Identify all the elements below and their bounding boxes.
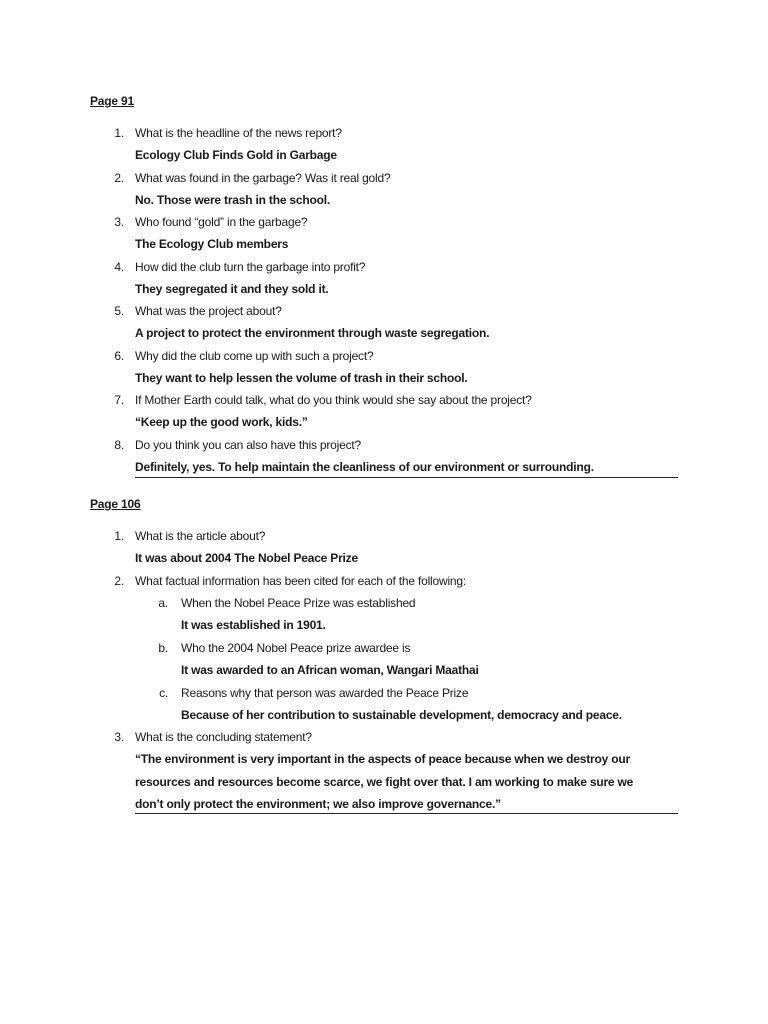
item-number: 2.	[114, 574, 124, 588]
item-number: 3.	[114, 215, 124, 229]
item-number: 4.	[114, 260, 124, 274]
item-number: 7.	[114, 393, 124, 407]
sub-item-letter: a.	[158, 596, 168, 610]
sub-item-letter: c.	[159, 686, 168, 700]
section-heading-page-106: Page 106	[90, 497, 141, 511]
answer-text: Ecology Club Finds Gold in Garbage	[135, 148, 337, 162]
item-number: 8.	[114, 438, 124, 452]
section-divider	[135, 477, 678, 478]
answer-text: It was awarded to an African woman, Wangari Maathai	[181, 663, 479, 677]
question-text: If Mother Earth could talk, what do you think would she say about the project?	[135, 393, 532, 407]
answer-text: They segregated it and they sold it.	[135, 282, 329, 296]
sub-question-text: Who the 2004 Nobel Peace prize awardee is	[181, 641, 411, 655]
question-text: What is the headline of the news report?	[135, 126, 342, 140]
sub-item-letter: b.	[158, 641, 168, 655]
answer-text: No. Those were trash in the school.	[135, 193, 331, 207]
section-heading-page-91: Page 91	[90, 94, 134, 108]
sub-question-text: Reasons why that person was awarded the Peace Prize	[181, 686, 469, 700]
item-number: 1.	[114, 126, 124, 140]
answer-text: It was established in 1901.	[181, 618, 326, 632]
answer-text: Because of her contribution to sustainable development, democracy and peace.	[181, 708, 622, 722]
section-divider	[135, 813, 678, 814]
answer-line: don’t only protect the environment; we also improve governance.”	[135, 797, 501, 811]
question-text: What was the project about?	[135, 304, 282, 318]
question-text: Who found “gold” in the garbage?	[135, 215, 308, 229]
item-number: 3.	[114, 730, 124, 744]
answer-text: They want to help lessen the volume of trash in their school.	[135, 371, 468, 385]
question-text: What was found in the garbage? Was it real gold?	[135, 171, 391, 185]
item-number: 5.	[114, 304, 124, 318]
item-number: 1.	[114, 529, 124, 543]
question-text: Do you think you can also have this project?	[135, 438, 362, 452]
question-text: How did the club turn the garbage into profit?	[135, 260, 366, 274]
answer-text: A project to protect the environment through waste segregation.	[135, 326, 490, 340]
answer-line: resources and resources become scarce, we fight over that. I am working to make sure we	[135, 775, 634, 789]
sub-question-text: When the Nobel Peace Prize was established	[181, 596, 416, 610]
item-number: 6.	[114, 349, 124, 363]
question-text: What factual information has been cited for each of the following:	[135, 574, 466, 588]
answer-text: Definitely, yes. To help maintain the cleanliness of our environment or surrounding.	[135, 460, 594, 474]
answer-text: It was about 2004 The Nobel Peace Prize	[135, 551, 358, 565]
question-text: What is the concluding statement?	[135, 730, 312, 744]
answer-text: “Keep up the good work, kids.”	[135, 415, 308, 429]
question-text: What is the article about?	[135, 529, 266, 543]
answer-line: “The environment is very important in the aspects of peace because when we destroy our	[135, 752, 630, 766]
item-number: 2.	[114, 171, 124, 185]
answer-text: The Ecology Club members	[135, 237, 289, 251]
question-text: Why did the club come up with such a project?	[135, 349, 374, 363]
